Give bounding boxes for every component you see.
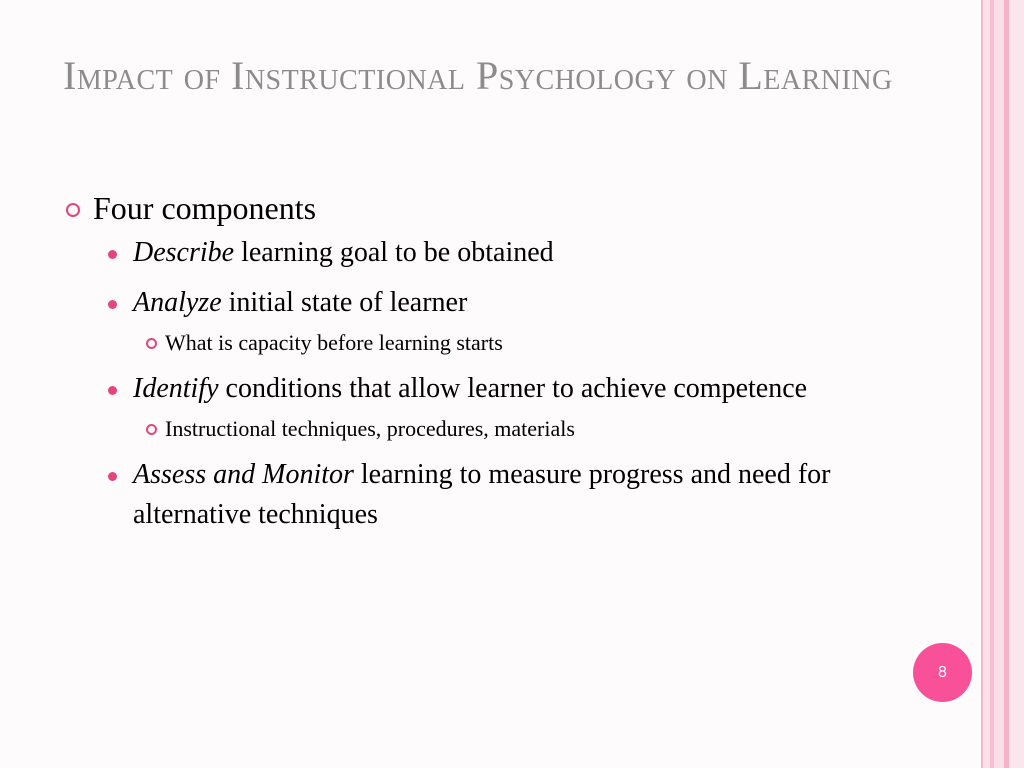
dot-bullet-icon — [108, 472, 117, 481]
ring-bullet-icon — [146, 424, 157, 435]
bullet-level-3 — [145, 415, 883, 443]
bullet-emphasis: Identify — [133, 373, 219, 404]
bullet-text: Four components — [93, 190, 317, 226]
stripe — [1009, 0, 1024, 768]
bullet-text: conditions that allow learner to achieve competence — [218, 373, 808, 404]
slide-title: Impact of Instructional Psychology on Learning — [63, 53, 893, 98]
stripe — [994, 0, 1004, 768]
bullet-emphasis: Analyze — [133, 287, 222, 318]
bullet-level-2 — [107, 455, 883, 535]
dot-bullet-icon — [108, 386, 117, 395]
bullet-text: What is capacity before learning starts — [165, 330, 503, 355]
bullet-emphasis: Assess and Monitor — [133, 459, 354, 490]
bullet-text: Instructional techniques, procedures, materials — [165, 416, 575, 441]
bullet-emphasis: Describe — [133, 237, 235, 268]
stripe — [983, 0, 990, 768]
bullet-text: learning goal to be obtained — [234, 237, 554, 268]
dot-bullet-icon — [108, 250, 117, 259]
ring-bullet-icon — [66, 203, 80, 217]
bullet-text: learning to measure progress and need for alternative techniques — [133, 459, 831, 530]
ring-bullet-icon — [146, 338, 157, 349]
decorative-stripes — [981, 0, 1024, 768]
bullet-level-2 — [107, 283, 883, 323]
bullet-level-2 — [107, 369, 883, 409]
bullet-level-2 — [107, 233, 883, 273]
page-number-badge: 8 — [913, 643, 972, 702]
bullet-level-1 — [63, 188, 883, 228]
bullet-level-3 — [145, 329, 883, 357]
bullet-text: initial state of learner — [221, 287, 468, 318]
dot-bullet-icon — [108, 300, 117, 309]
slide-content — [63, 188, 883, 545]
